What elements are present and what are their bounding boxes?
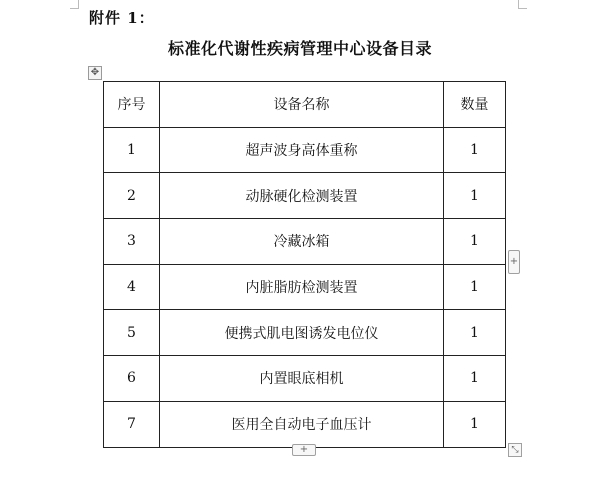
row-name[interactable]: 便携式肌电图诱发电位仪 bbox=[160, 310, 444, 356]
header-quantity[interactable]: 数量 bbox=[444, 82, 506, 128]
row-index[interactable]: 1 bbox=[104, 127, 160, 173]
row-quantity[interactable]: 1 bbox=[444, 310, 506, 356]
table-row bbox=[104, 173, 506, 219]
row-index[interactable]: 2 bbox=[104, 173, 160, 219]
table-row bbox=[104, 356, 506, 402]
table-row bbox=[104, 264, 506, 310]
row-quantity[interactable]: 1 bbox=[444, 401, 506, 447]
header-index[interactable]: 序号 bbox=[104, 82, 160, 128]
row-name[interactable]: 动脉硬化检测装置 bbox=[160, 173, 444, 219]
add-row-plus-icon[interactable]: + bbox=[292, 444, 316, 456]
move-cross-icon[interactable]: ✥ bbox=[88, 66, 102, 80]
row-index[interactable]: 7 bbox=[104, 401, 160, 447]
row-name[interactable]: 医用全自动电子血压计 bbox=[160, 401, 444, 447]
equipment-table bbox=[103, 81, 506, 448]
add-column-plus-icon[interactable]: + bbox=[508, 250, 520, 274]
table-row bbox=[104, 310, 506, 356]
row-name[interactable]: 内置眼底相机 bbox=[160, 356, 444, 402]
table-row bbox=[104, 401, 506, 447]
row-name[interactable]: 内脏脂肪检测装置 bbox=[160, 264, 444, 310]
attachment-label: 附件 1： bbox=[89, 9, 155, 27]
row-name[interactable]: 冷藏冰箱 bbox=[160, 219, 444, 265]
header-name[interactable]: 设备名称 bbox=[160, 82, 444, 128]
table-row bbox=[104, 219, 506, 265]
document-title: 标准化代谢性疾病管理中心设备目录 bbox=[167, 39, 432, 58]
row-index[interactable]: 3 bbox=[104, 219, 160, 265]
row-index[interactable]: 5 bbox=[104, 310, 160, 356]
row-quantity[interactable]: 1 bbox=[444, 127, 506, 173]
page-margin-corner-left bbox=[70, 0, 79, 9]
row-index[interactable]: 6 bbox=[104, 356, 160, 402]
row-quantity[interactable]: 1 bbox=[444, 356, 506, 402]
table-header-row bbox=[104, 82, 506, 128]
row-quantity[interactable]: 1 bbox=[444, 264, 506, 310]
resize-diagonal-icon[interactable]: ⤡ bbox=[508, 443, 522, 457]
row-name[interactable]: 超声波身高体重称 bbox=[160, 127, 444, 173]
table-row bbox=[104, 127, 506, 173]
row-quantity[interactable]: 1 bbox=[444, 173, 506, 219]
row-quantity[interactable]: 1 bbox=[444, 219, 506, 265]
row-index[interactable]: 4 bbox=[104, 264, 160, 310]
page-margin-corner-right bbox=[518, 0, 527, 9]
